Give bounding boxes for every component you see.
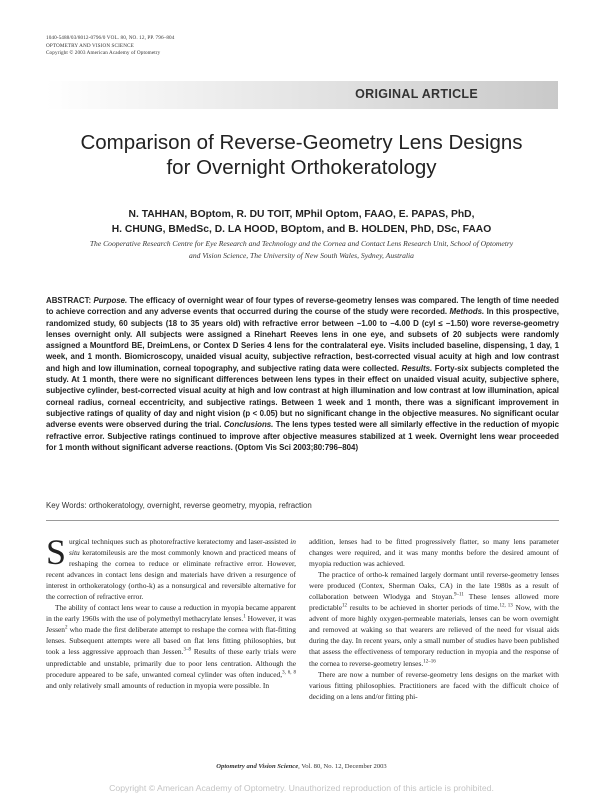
copyright-watermark: Copyright © American Academy of Optometry. Unauthorized reproduction of this article is prohibited. xyxy=(109,783,494,793)
results-text: Forty-six subjects completed the study. At 1 month, there were no significant differences between lens types in their effect on unaided visual acuity, subjective sphere, subjective cylinder, best-corrected visual acuity at high and low contrast at high illumination and low contrast at low illumination, apical corneal radius, corneal eccentricity, and subjective ratings. Between 1 week and 1 month, there was a significant improvement in subjective ratings of quality of day and night vision (p < 0.05) but no significant change in the objective measures. No significant ocular adverse events were observed during the trial. xyxy=(46,363,559,430)
authors-line-2: H. CHUNG, BMedSc, D. LA HOOD, BOptom, and B. HOLDEN, PhD, DSc, FAAO xyxy=(111,223,492,235)
copyright-line: Copyright © 2003 American Academy of Optometry xyxy=(46,50,161,57)
reference-marker: 12–16 xyxy=(423,659,436,665)
title-line-1: Comparison of Reverse-Geometry Lens Designs xyxy=(80,131,523,154)
body-column-right xyxy=(309,536,559,702)
reference-marker: 3, 6, 8 xyxy=(282,670,296,676)
abstract xyxy=(46,295,559,453)
paragraph: addition, lenses had to be fitted progressively flatter, so many lens parameter changes were required, and it was many months before the desired amount of myopia reduction was achieved. xyxy=(309,537,559,569)
reference-marker: 12 xyxy=(342,603,348,609)
paragraph: Surgical techniques such as photorefractive keratectomy and laser-assisted in situ keratomileusis are the most commonly known and practiced means of reshaping the cornea to reduce or eliminate refractive error. However, recent advances in contact lens design and materials have driven a resurgence of interest in orthokeratology (ortho-k) as a nonsurgical and reversible alternative for the correction of refractive error. xyxy=(46,532,296,602)
reference-marker: 9–11 xyxy=(453,592,464,598)
article-title xyxy=(0,130,603,180)
journal-header xyxy=(46,35,174,58)
author-list xyxy=(0,208,603,237)
authors-line-1: N. TAHHAN, BOptom, R. DU TOIT, MPhil Optom, FAAO, E. PAPAS, PhD, xyxy=(128,209,475,220)
paragraph: There are now a number of reverse-geometry lens designs on the market with various fitting philosophies. Practitioners are faced with the difficult choice of deciding on a lens and/or fitting phi- xyxy=(309,669,559,701)
footer-journal: Optometry and Vision Science xyxy=(216,763,299,770)
keywords: Key Words: orthokeratology, overnight, reverse geometry, myopia, refraction xyxy=(46,501,312,510)
methods-label: Methods. xyxy=(449,307,485,317)
reference-marker: 2 xyxy=(65,625,68,631)
abstract-label: ABSTRACT: xyxy=(46,296,92,305)
body-column-left xyxy=(46,532,296,691)
title-line-2: for Overnight Orthokeratology xyxy=(166,156,437,179)
affiliation xyxy=(48,238,555,262)
footer-citation: , Vol. 80, No. 12, December 2003 xyxy=(298,763,387,770)
reference-marker: 1 xyxy=(243,614,246,620)
results-label: Results. xyxy=(401,363,433,373)
issn-line: 1040-5488/03/8012-0796/0 VOL. 80, NO. 12, PP. 796–804 xyxy=(46,35,175,41)
drop-cap: S xyxy=(46,532,67,572)
reference-marker: 12, 13 xyxy=(499,603,513,609)
purpose-text: The efficacy of overnight wear of four types of reverse-geometry lenses was compared. The length of time needed to achieve correction and any adverse events that occurred during the course of the study were recorded. xyxy=(46,296,559,317)
methods-text: In this prospective, randomized study, 60 subjects (18 to 35 years old) with refractive error between −1.00 to −4.00 D (cyl ≤ −1.50) wore reverse-geometry lenses overnight only. All subjects were assigned a Rinehart Reeves lens in one eye, and subsets of 20 subjects were randomly assigned a Mountford BE, DreimLens, or Contex D Series 4 lens for the contralateral eye. Visits included baseline, dispensing, 1 day, 1 week, and 1 month. Biomicroscopy, unaided visual acuity, subjective refraction, best-corrected visual acuity at high and low contrast and high and low illumination, corneal topography, and subjective rating data were collected. xyxy=(46,307,559,373)
purpose-label: Purpose. xyxy=(93,296,128,305)
conclusions-text: The lens types tested were all similarly effective in the reduction of myopic refractive error. Subjective ratings continued to improve after objective measures stabilized at 1 week. Overnight lens wear proceeded for 1 month without significant adverse reactions. (Optom Vis Sci 2003;80:796–804) xyxy=(46,420,559,452)
reference-marker: 3–8 xyxy=(183,647,191,653)
article-type-banner xyxy=(46,81,558,109)
page-footer xyxy=(0,763,603,770)
conclusions-label: Conclusions. xyxy=(223,420,274,430)
paragraph: The practice of ortho-k remained largely dormant until reverse-geometry lenses were produced (Contex, Sherman Oaks, CA) in the late 1980s as a result of collaboration between Wlodyga and Stoyan.$^{9-11}$ These lenses allowed more predictable$^{12}$ results to be achieved in shorter periods of time.$^{12, 13}$ Now, with the advent of more highly oxygen-permeable materials, lenses can be worn overnight and removed at waking so that wearers are relieved of the need for visual aids during the day. In recent years, only a small number of studies have been published that assess the effectiveness of temporary reduction in myopia and the response of the cornea to reverse-geometry lenses.$^{12-16}$ xyxy=(309,570,559,668)
affiliation-line-2: and Vision Science, The University of New South Wales, Sydney, Australia xyxy=(189,251,414,260)
affiliation-line-1: The Cooperative Research Centre for Eye Research and Technology and the Cornea and Contact Lens Research Unit, School of Optometry xyxy=(89,239,514,248)
section-divider xyxy=(46,520,559,521)
article-type-label: ORIGINAL ARTICLE xyxy=(355,87,478,101)
paragraph: The ability of contact lens wear to cause a reduction in myopia became apparent in the early 1960s with the use of polymethyl methacrylate lenses.$^1$ However, it was Jessen$^2$ who made the first deliberate attempt to reshape the cornea with flat-fitting lenses. Subsequent attempts were all based on flat lens fitting philosophies, but took a less aggressive approach than Jessen.$^{3-8}$ Results of these early trials were unpredictable and unstable, primarily due to poor lens centration. Although the procedure appeared to be safe, unwanted corneal cylinder was often induced,$^{3, 6, 8}$ and only relatively small amounts of reduction in myopia were possible. In xyxy=(46,603,296,690)
journal-line: OPTOMETRY AND VISION SCIENCE xyxy=(46,42,134,49)
